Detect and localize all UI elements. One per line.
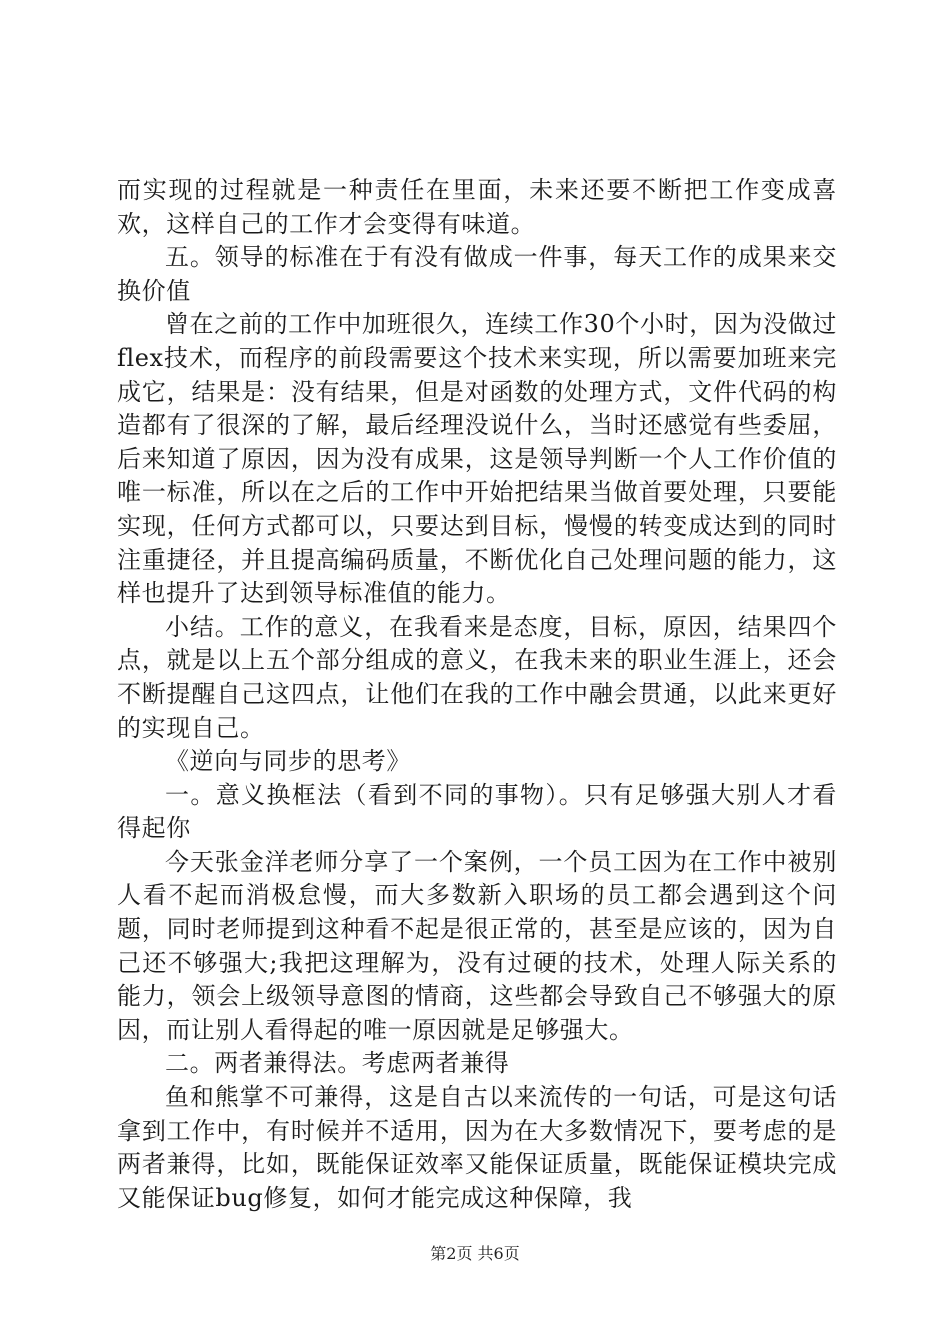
paragraph-9: 鱼和熊掌不可兼得，这是自古以来流传的一句话，可是这句话拿到工作中，有时候并不适用，因为在大多数情况下，要考虑的是两者兼得，比如，既能保证效率又能保证质量，既能保证模块完成又能保证bug修复，如何才能完成这种保障，我 [117,1083,837,1212]
paragraph-6-heading-one: 一。意义换框法（看到不同的事物）。只有足够强大别人才看得起你 [117,780,837,843]
paragraph-5-section-title: 《逆向与同步的思考》 [165,747,411,776]
document-body [117,174,837,1215]
paragraph-1: 而实现的过程就是一种责任在里面，未来还要不断把工作变成喜欢，这样自己的工作才会变得有味道。 [117,176,837,238]
paragraph-3: 曾在之前的工作中加班很久，连续工作30个小时，因为没做过flex技术，而程序的前段需要这个技术来实现，所以需要加班来完成它，结果是：没有结果，但是对函数的处理方式，文件代码的构造都有了很深的了解，最后经理没说什么，当时还感觉有些委屈，后来知道了原因，因为没有成果，这是领导判断一个人工作价值的唯一标准，所以在之后的工作中开始把结果当做首要处理，只要能实现，任何方式都可以，只要达到目标，慢慢的转变成达到的同时注重捷径，并且提高编码质量，不断优化自己处理问题的能力，这样也提升了达到领导标准值的能力。 [117,310,837,608]
page-footer: 第2页 共6页 [430,1244,520,1263]
paragraph-7: 今天张金洋老师分享了一个案例，一个员工因为在工作中被别人看不起而消极怠慢，而大多数新入职场的员工都会遇到这个问题，同时老师提到这种看不起是很正常的，甚至是应该的，因为自己还不够强大;我把这理解为，没有过硬的技术，处理人际关系的能力，领会上级领导意图的情商，这些都会导致自己不够强大的原因，而让别人看得起的唯一原因就是足够强大。 [117,847,837,1044]
paragraph-8-heading-two: 二。两者兼得法。考虑两者兼得 [165,1049,510,1078]
paragraph-4-summary: 小结。工作的意义，在我看来是态度，目标，原因，结果四个点，就是以上五个部分组成的意义，在我未来的职业生涯上，还会不断提醒自己这四点，让他们在我的工作中融会贯通，以此来更好的实现自己。 [117,612,837,742]
paragraph-2-heading-five: 五。领导的标准在于有没有做成一件事，每天工作的成果来交换价值 [117,243,837,305]
